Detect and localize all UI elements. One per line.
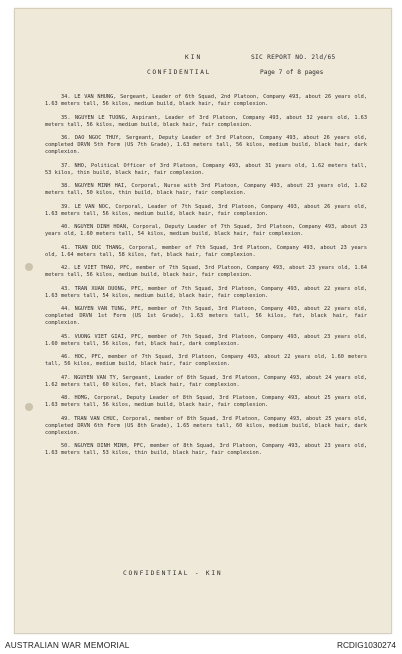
personnel-entry: 47. NGUYEN VAN TY, Sergeant, Leader of 8th Squad, 3rd Platoon, Company 493, about 24 years old, 1.62 meters tall, 60 kilos, fat, black hair, fair complexion. (45, 374, 367, 388)
personnel-entry: 39. LE VAN NOC, Corporal, Leader of 7th Squad, 3rd Platoon, Company 493, about 26 years old, 1.63 meters tall, 56 kilos, medium build, black hair, fair complexion. (45, 203, 367, 217)
personnel-entry: 37. NHO, Political Officer of 3rd Platoon, Company 493, about 31 years old, 1.62 meters tall, 53 kilos, thin build, black hair, fair complexion. (45, 162, 367, 176)
classification-bottom: CONFIDENTIAL - KIN (123, 570, 223, 577)
report-number: SIC REPORT NO. 2ld/65 (251, 54, 336, 61)
personnel-entry: 41. TRAN DUC THANG, Corporal, member of 7th Squad, 3rd Platoon, Company 493, about 23 years old, 1.64 meters tall, 58 kilos, fat, black hair, fair complexion. (45, 244, 367, 258)
personnel-entry: 43. TRAN XUAN DUONG, PFC, member of 7th Squad, 3rd Platoon, Company 493, about 22 years old, 1.63 meters tall, 54 kilos, medium build, black hair, fair complexion. (45, 285, 367, 299)
archive-caption-bar (0, 636, 402, 654)
personnel-entry: 38. NGUYEN MINH HAI, Corporal, Nurse with 3rd Platoon, Company 493, about 23 years old, 1.62 meters tall, 50 kilos, thin build, black hair, fair complexion. (45, 183, 367, 197)
document-page (14, 8, 392, 634)
personnel-list (45, 89, 367, 464)
personnel-entry: 45. VUONG VIET GIAI, PFC, member of 7th Squad, 3rd Platoon, Company 493, about 23 years old, 1.60 meters tall, 56 kilos, fat, black hair, dark complexion. (45, 333, 367, 347)
punch-hole (25, 403, 33, 411)
classification-top: CONFIDENTIAL (147, 69, 211, 76)
archive-credit: AUSTRALIAN WAR MEMORIAL (5, 640, 130, 650)
archive-identifier: RCDIG1030274 (336, 640, 396, 650)
punch-hole (25, 263, 33, 271)
personnel-entry: 36. DAO NGOC THUY, Sergeant, Deputy Leader of 3rd Platoon, Company 493, about 26 years old, completed DRVN 5th Form (US 7th Grade), 1.63 meters tall, 56 kilos, medium build, black hair, dark complexion. (45, 135, 367, 156)
personnel-entry: 49. TRAN VAN CHUC, Corporal, member of 8th Squad, 3rd Platoon, Company 493, about 25 years old, completed DRVN 6th Form (US 8th Grade), 1.65 meters tall, 60 kilos, medium build, black hair, dark complexion. (45, 415, 367, 436)
personnel-entry: 44. NGUYEN VAN TUNG, PFC, member of 7th Squad, 3rd Platoon, Company 493, about 22 years old, completed DRVN 1st Form (US 1st Grade), 1.63 meters tall, 56 kilos, fat, black hair, fair complexion. (45, 306, 367, 327)
personnel-entry: 42. LE VIET THAO, PFC, member of 7th Squad, 3rd Platoon, Company 493, about 23 years old, 1.64 meters tall, 56 kilos, medium build, black hair, fair complexion. (45, 265, 367, 279)
personnel-entry: 35. NGUYEN LE TUONG, Aspirant, Leader of 3rd Platoon, Company 493, about 32 years old, 1.63 meters tall, 56 kilos, medium build, black hair, fair complexion. (45, 114, 367, 128)
personnel-entry: 40. NGUYEN DINH HOAN, Corporal, Deputy Leader of 7th Squad, 3rd Platoon, Company 493, about 23 years old, 1.60 meters tall, 54 kilos, medium build, black hair, fair complexion. (45, 224, 367, 238)
page-indicator: Page 7 of 8 pages (260, 69, 324, 76)
personnel-entry: 34. LE VAN NHUNG, Sergeant, Leader of 6th Squad, 2nd Platoon, Company 493, about 26 years old, 1.63 meters tall, 56 kilos, medium build, black hair, fair complexion. (45, 94, 367, 108)
kin-caveat-top: KIN (185, 54, 203, 61)
personnel-entry: 48. HOMG, Corporal, Deputy Leader of 8th Squad, 3rd Platoon, Company 493, about 25 years old, 1.63 meters tall, 56 kilos, medium build, black hair, fair complexion. (45, 395, 367, 409)
personnel-entry: 50. NGUYEN DINH MINH, PFC, member of 8th Squad, 3rd Platoon, Company 493, about 23 years old, 1.63 meters tall, 53 kilos, thin build, black hair, fair complexion. (45, 443, 367, 457)
personnel-entry: 46. HOC, PFC, member of 7th Squad, 3rd Platoon, Company 493, about 22 years old, 1.60 meters tall, 56 kilos, medium build, black hair, fair complexion. (45, 354, 367, 368)
